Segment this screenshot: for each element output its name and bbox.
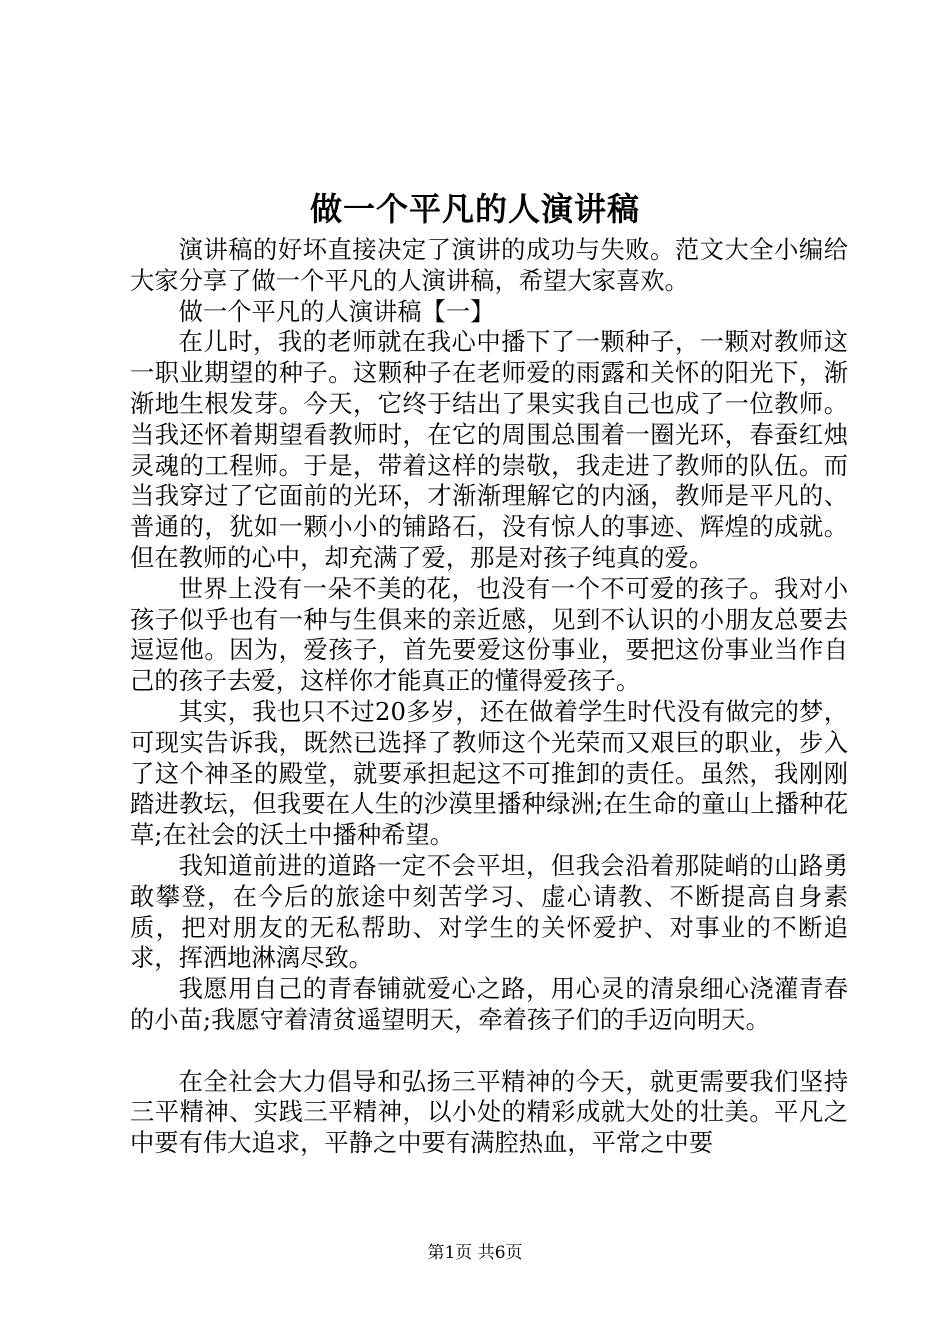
paragraph-gap bbox=[130, 1036, 848, 1067]
body-paragraph: 在全社会大力倡导和弘扬三平精神的今天，就更需要我们坚持三平精神、实践三平精神，以小处的精彩成就大处的壮美。平凡之中要有伟大追求，平静之中要有满腔热血，平常之中要 bbox=[130, 1066, 848, 1158]
body-paragraph: 我知道前进的道路一定不会平坦，但我会沿着那陡峭的山路勇敢攀登，在今后的旅途中刻苦学习、虚心请教、不断提高自身素质，把对朋友的无私帮助、对学生的关怀爱护、对事业的不断追求，挥洒地淋漓尽致。 bbox=[130, 850, 848, 973]
body-paragraph: 其实，我也只不过20多岁，还在做着学生时代没有做完的梦，可现实告诉我，既然已选择了教师这个光荣而又艰巨的职业，步入了这个神圣的殿堂，就要承担起这不可推卸的责任。虽然，我刚刚踏进教坛，但我要在人生的沙漠里播种绿洲;在生命的童山上播种花草;在社会的沃土中播种希望。 bbox=[130, 696, 848, 850]
body-paragraph: 世界上没有一朵不美的花，也没有一个不可爱的孩子。我对小孩子似乎也有一种与生俱来的亲近感，见到不认识的小朋友总要去逗逗他。因为，爱孩子，首先要爱这份事业，要把这份事业当作自己的孩子去爱，这样你才能真正的懂得爱孩子。 bbox=[130, 573, 848, 696]
body-paragraph: 在儿时，我的老师就在我心中播下了一颗种子，一颗对教师这一职业期望的种子。这颗种子在老师爱的雨露和关怀的阳光下，渐渐地生根发芽。今天，它终于结出了果实我自己也成了一位教师。当我还怀着期望看教师时，在它的周围总围着一圈光环，春蚕红烛灵魂的工程师。于是，带着这样的崇敬，我走进了教师的队伍。而当我穿过了它面前的光环，才渐渐理解它的内涵，教师是平凡的、普通的，犹如一颗小小的铺路石，没有惊人的事迹、辉煌的成就。但在教师的心中，却充满了爱，那是对孩子纯真的爱。 bbox=[130, 327, 848, 572]
intro-paragraph: 演讲稿的好坏直接决定了演讲的成功与失败。范文大全小编给大家分享了做一个平凡的人演讲稿，希望大家喜欢。 bbox=[130, 235, 848, 295]
document-title: 做一个平凡的人演讲稿 bbox=[309, 190, 640, 228]
page-footer: 第1页 共6页 bbox=[427, 1243, 523, 1263]
section-heading: 做一个平凡的人演讲稿【一】 bbox=[178, 296, 495, 326]
document-body bbox=[130, 235, 848, 1159]
body-paragraph: 我愿用自己的青春铺就爱心之路，用心灵的清泉细心浇灌青春的小苗;我愿守着清贫遥望明天，牵着孩子们的手迈向明天。 bbox=[130, 974, 848, 1034]
